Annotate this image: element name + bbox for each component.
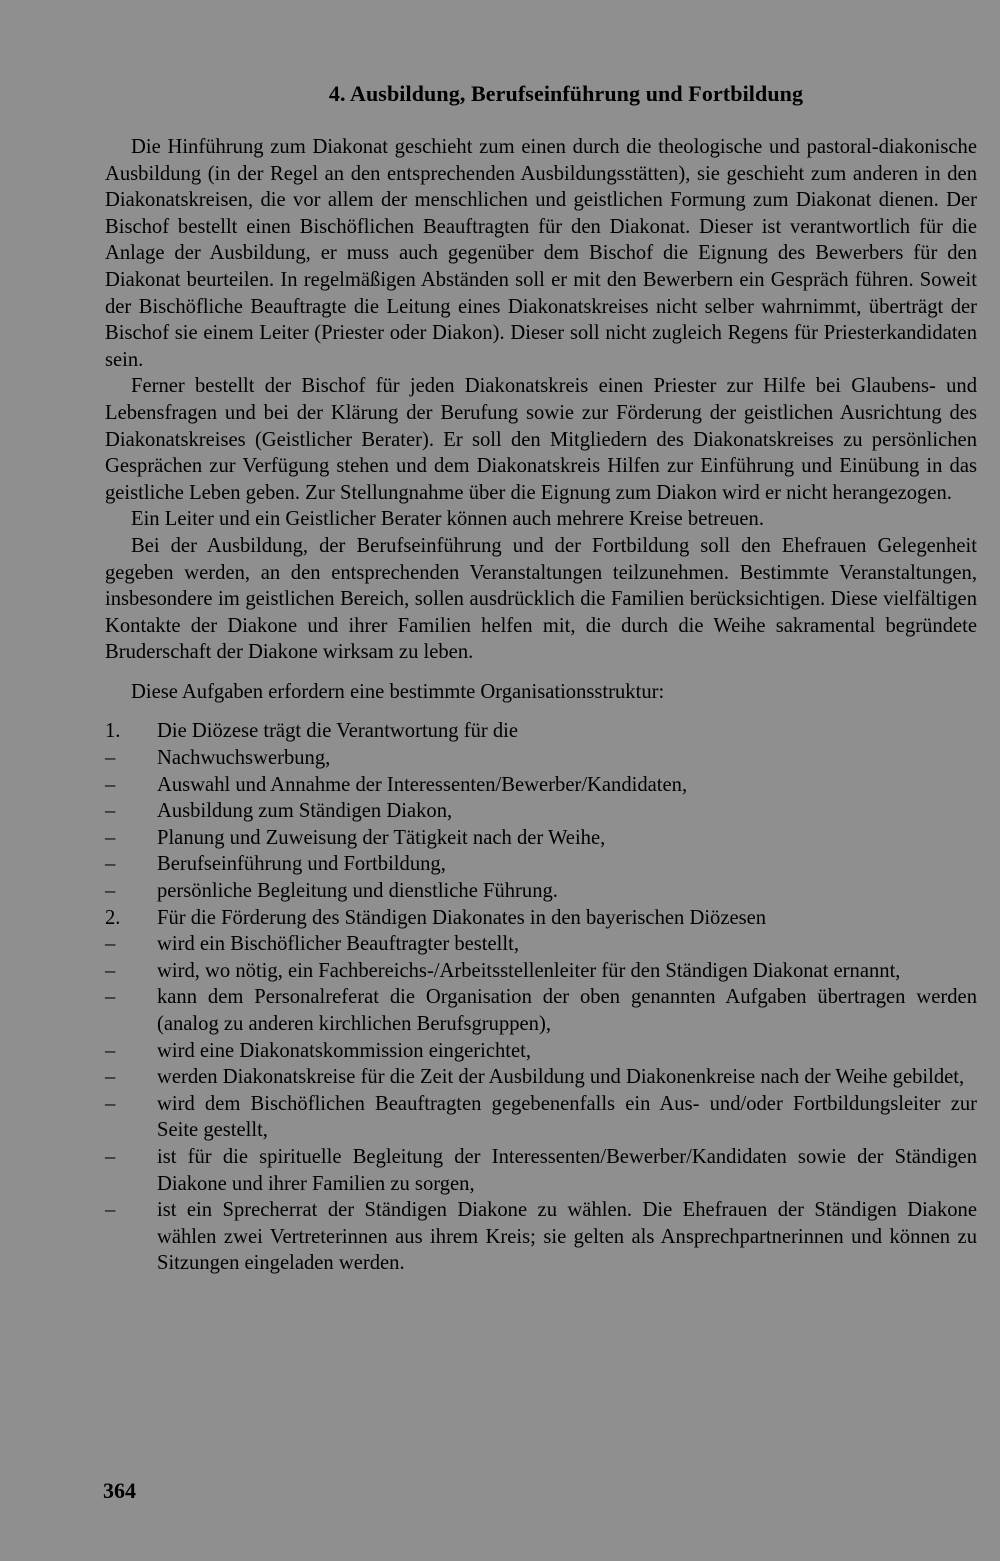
list-marker: – [105, 747, 116, 770]
list-marker: – [105, 880, 116, 903]
list-item-text: ist ein Sprecherrat der Ständigen Diakone zu wählen. Die Ehefrauen der Ständigen Diakone wählen zwei Vertreterinnen aus ihrem Kreis; sie gelten als Ansprechpartnerinnen und können zu Sitzungen eingeladen werden. [157, 1199, 977, 1275]
list-item [105, 1197, 977, 1277]
list-marker: – [105, 933, 116, 956]
list-item [105, 1091, 977, 1144]
paragraph: Die Hinführung zum Diakonat geschieht zum einen durch die theologische und pastoral-diakonische Ausbildung (in der Regel an den entsprechenden Ausbildungsstätten), sie geschieht zum anderen in den Diakonatskreisen, die vor allem der menschlichen und geistlichen Formung zum Diakonat dienen. Der Bischof bestellt einen Bischöflichen Beauftragten für den Diakonat. Dieser ist verantwortlich für die Anlage der Ausbildung, er muss auch gegenüber dem Bischof die Eignung des Bewerbers für den Diakonat beurteilen. In regelmäßigen Abständen soll er mit den Bewerbern ein Gespräch führen. Soweit der Bischöfliche Beauftragte die Leitung eines Diakonatskreises nicht selber wahrnimmt, überträgt der Bischof sie einem Leiter (Priester oder Diakon). Dieser soll nicht zugleich Regens für Priesterkandidaten sein. [105, 136, 977, 371]
list-item-text: kann dem Personalreferat die Organisation der oben genannten Aufgaben übertragen werden (analog zu anderen kirchlichen Berufsgruppen), [157, 986, 977, 1035]
list-item [105, 984, 977, 1037]
list-item-text: Auswahl und Annahme der Interessenten/Bewerber/Kandidaten, [157, 773, 688, 796]
list-marker: – [105, 1145, 116, 1168]
list-item-text: wird eine Diakonatskommission eingerichtet, [157, 1039, 532, 1062]
list-item-text: wird dem Bischöflichen Beauftragten gegebenenfalls ein Aus- und/oder Fortbildungsleiter zur Seite gestellt, [157, 1092, 977, 1142]
list-marker: 2. [105, 906, 121, 929]
list-item-text: werden Diakonatskreise für die Zeit der Ausbildung und Diakonenkreise nach der Weihe gebildet, [157, 1066, 965, 1089]
list-marker: 1. [105, 720, 121, 743]
page-body [105, 76, 977, 1277]
list-item [105, 718, 977, 745]
list-marker: – [105, 800, 116, 823]
list-item-text: Berufseinführung und Fortbildung, [157, 853, 446, 876]
list-marker: – [105, 986, 116, 1009]
list-item-text: ist für die spirituelle Begleitung der Interessenten/Bewerber/Kandidaten sowie der Ständigen Diakone und ihrer Familien zu sorgen, [157, 1145, 977, 1195]
list-marker: – [105, 1039, 116, 1062]
list-marker: – [105, 1066, 116, 1089]
list-item-text: Nachwuchswerbung, [157, 747, 331, 770]
list-item-text: Für die Förderung des Ständigen Diakonates in den bayerischen Diözesen [157, 906, 767, 929]
list-item-text: wird ein Bischöflicher Beauftragter bestellt, [157, 933, 519, 956]
list-item [105, 825, 977, 852]
list-item [105, 1064, 977, 1091]
list-item [105, 905, 977, 932]
list-item-text: wird, wo nötig, ein Fachbereichs-/Arbeitsstellenleiter für den Ständigen Diakonat ernannt, [157, 959, 901, 982]
list-marker: – [105, 853, 116, 876]
page-number: 364 [103, 1478, 136, 1503]
list-item [105, 745, 977, 772]
list-item-text: Die Diözese trägt die Verantwortung für die [157, 720, 519, 743]
list-marker: – [105, 959, 116, 982]
list-item-text: persönliche Begleitung und dienstliche Führung. [157, 880, 558, 903]
list-item [105, 878, 977, 905]
list-item [105, 931, 977, 958]
list-item [105, 958, 977, 985]
list-item-text: Ausbildung zum Ständigen Diakon, [157, 800, 453, 823]
list-marker: – [105, 1199, 116, 1222]
list-item [105, 1144, 977, 1197]
list-intro: Diese Aufgaben erfordern eine bestimmte Organisationsstruktur: [131, 680, 665, 703]
list-marker: – [105, 1092, 116, 1115]
paragraph: Ein Leiter und ein Geistlicher Berater können auch mehrere Kreise betreuen. [131, 508, 764, 531]
list-item [105, 1038, 977, 1065]
list-item [105, 772, 977, 799]
organisation-list [105, 718, 977, 1276]
paragraph: Bei der Ausbildung, der Berufseinführung und der Fortbildung soll den Ehefrauen Gelegenheit gegeben werden, an den entsprechenden Veranstaltungen teilzunehmen. Bestimmte Veranstaltungen, insbesondere im geistlichen Bereich, sollen ausdrücklich die Familien berücksichtigen. Diese vielfältigen Kontakte der Diakone und ihrer Familien helfen mit, die durch die Weihe sakramental begründete Bruderschaft der Diakone wirksam zu leben. [105, 534, 977, 664]
list-item [105, 798, 977, 825]
list-item-text: Planung und Zuweisung der Tätigkeit nach der Weihe, [157, 826, 606, 849]
list-marker: – [105, 773, 116, 796]
list-item [105, 851, 977, 878]
list-marker: – [105, 826, 116, 849]
section-heading: 4. Ausbildung, Berufseinführung und Fortbildung [328, 81, 804, 106]
paragraph: Ferner bestellt der Bischof für jeden Diakonatskreis einen Priester zur Hilfe bei Glaubens- und Lebensfragen und bei der Klärung der Berufung sowie zur Förderung der geistlichen Ausrichtung des Diakonatskreises (Geistlicher Berater). Er soll den Mitgliedern des Diakonatskreises zu persönlichen Gesprächen zur Verfügung stehen und dem Diakonatskreis Hilfen zur Einführung und Einübung in das geistliche Leben geben. Zur Stellungnahme über die Eignung zum Diakon wird er nicht herangezogen. [105, 375, 977, 504]
